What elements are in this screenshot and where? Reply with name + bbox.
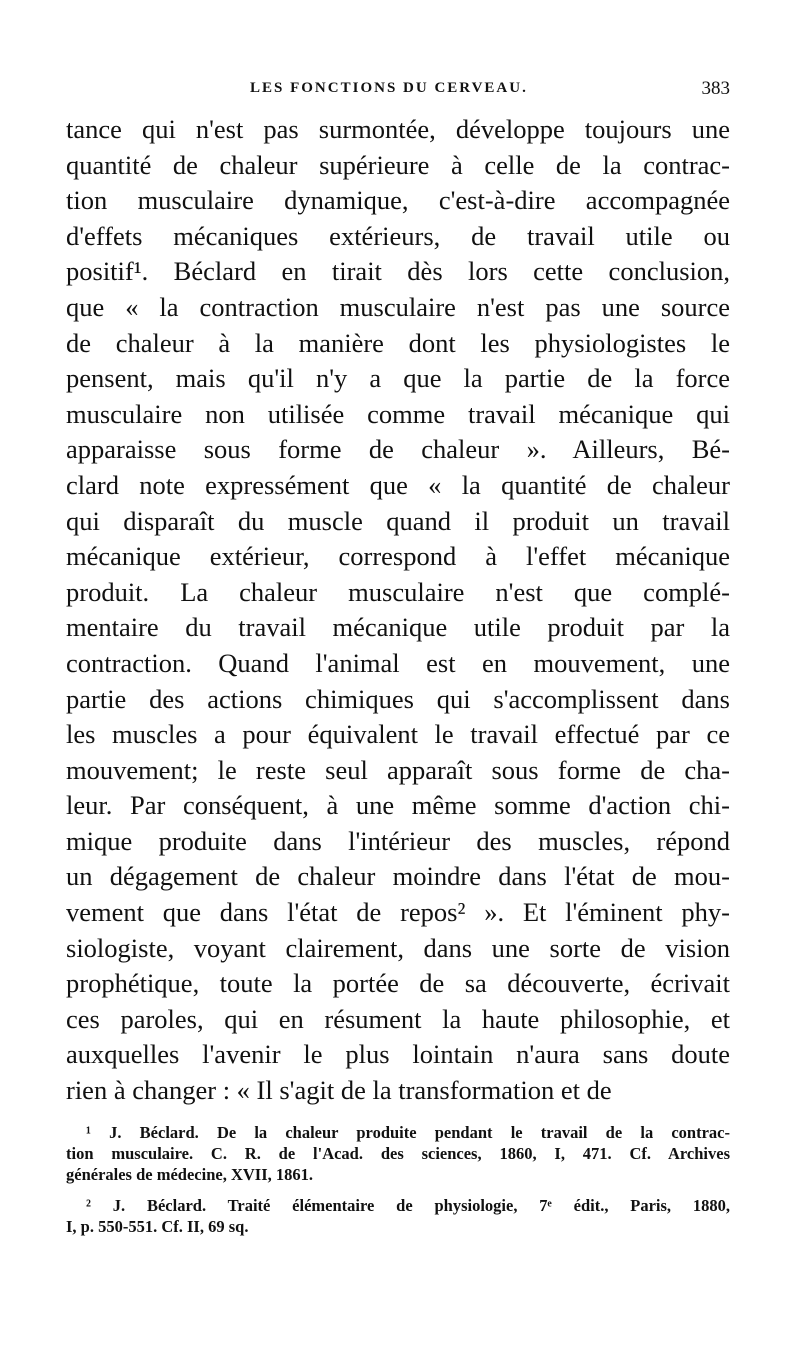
text-line: rien à changer : « Il s'agit de la transformation et de (66, 1075, 612, 1106)
text-line: ces paroles, qui en résument la haute philosophie, et (66, 1003, 730, 1034)
text-line: mécanique extérieur, correspond à l'effet mécanique (66, 541, 730, 572)
footnote-separator (66, 1185, 730, 1195)
footnotes (66, 1122, 730, 1237)
text-line: partie des actions chimiques qui s'accomplissent dans (66, 683, 730, 714)
text-line: musculaire non utilisée comme travail mécanique qui (66, 398, 730, 429)
footnote-2-line: I, p. 550-551. Cf. II, 69 sq. (66, 1217, 249, 1236)
text-line: siologiste, voyant clairement, dans une sorte de vision (66, 932, 730, 963)
text-line: mentaire du travail mécanique utile produit par la (66, 612, 730, 643)
text-line: leur. Par conséquent, à une même somme d'action chi- (66, 790, 730, 821)
text-line: tance qui n'est pas surmontée, développe toujours une (66, 114, 730, 144)
page-number: 383 (701, 78, 730, 99)
text-line: les muscles a pour équivalent le travail effectué par ce (66, 719, 730, 750)
text-line: apparaisse sous forme de chaleur ». Ailleurs, Bé- (66, 434, 730, 465)
footnote-2-line: ² J. Béclard. Traité élémentaire de physiologie, 7ᵉ édit., Paris, 1880, (86, 1196, 730, 1215)
text-line: mouvement; le reste seul apparaît sous forme de cha- (66, 754, 730, 785)
text-line: contraction. Quand l'animal est en mouvement, une (66, 647, 730, 678)
footnote-1-line: générales de médecine, XVII, 1861. (66, 1165, 314, 1184)
text-line: vement que dans l'état de repos² ». Et l'éminent phy- (66, 897, 730, 928)
text-line: clard note expressément que « la quantité de chaleur (66, 469, 730, 500)
text-line: pensent, mais qu'il n'y a que la partie de la force (66, 363, 730, 394)
text-line: produit. La chaleur musculaire n'est que complé- (66, 576, 730, 607)
body-text (66, 112, 730, 1109)
text-line: qui disparaît du muscle quand il produit un travail (66, 505, 730, 536)
page-header (250, 80, 730, 106)
footnote-1-line: ¹ J. Béclard. De la chaleur produite pendant le travail de la contrac- (86, 1123, 730, 1142)
text-line: tion musculaire dynamique, c'est-à-dire accompagnée (66, 185, 730, 216)
text-line: auxquelles l'avenir le plus lointain n'aura sans doute (66, 1039, 730, 1070)
text-line: de chaleur à la manière dont les physiologistes le (66, 327, 730, 358)
text-line: un dégagement de chaleur moindre dans l'état de mou- (66, 861, 730, 892)
running-title: LES FONCTIONS DU CERVEAU. (250, 80, 528, 96)
text-line: que « la contraction musculaire n'est pas une source (66, 291, 730, 322)
text-line: positif¹. Béclard en tirait dès lors cette conclusion, (66, 256, 730, 287)
text-line: mique produite dans l'intérieur des muscles, répond (66, 825, 730, 856)
text-line: prophétique, toute la portée de sa découverte, écrivait (66, 968, 730, 999)
text-line: d'effets mécaniques extérieurs, de travail utile ou (66, 220, 730, 251)
footnote-1-line: tion musculaire. C. R. de l'Acad. des sciences, 1860, I, 471. Cf. Archives (66, 1144, 730, 1163)
text-line: quantité de chaleur supérieure à celle de la contrac- (66, 149, 730, 180)
